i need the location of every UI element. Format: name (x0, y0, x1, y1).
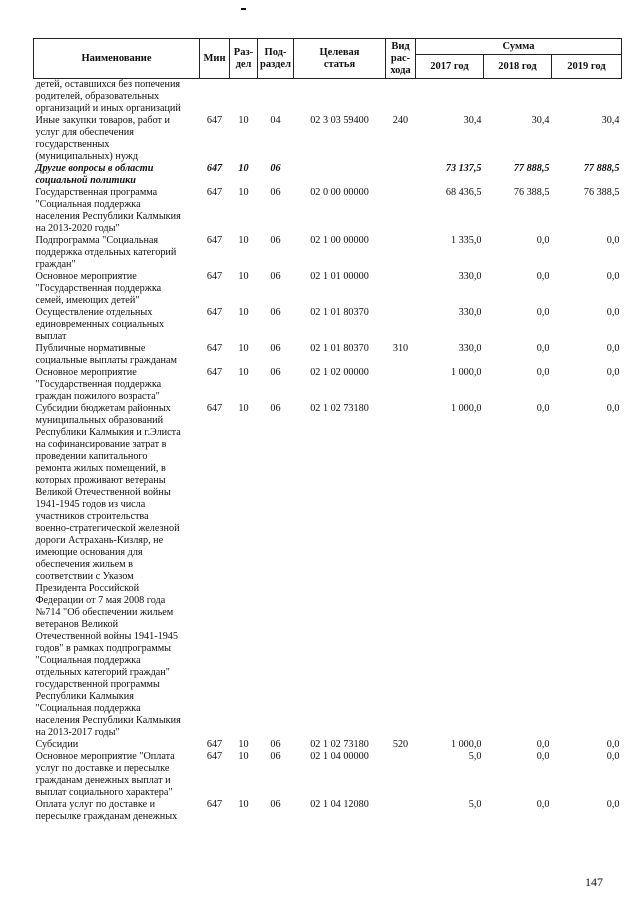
cell-min: 647 (206, 235, 223, 246)
table-row (34, 115, 622, 163)
cell-target: 02 1 02 73180 (310, 403, 369, 414)
cell-podrazdel: 06 (270, 163, 281, 174)
top-dash-mark (241, 8, 246, 10)
cell-target: 02 1 02 00000 (310, 367, 369, 378)
cell-y2019: 30,4 (601, 115, 620, 126)
cell-name: Субсидии (35, 739, 79, 750)
cell-vid (386, 163, 416, 187)
cell-vid: 310 (392, 343, 409, 354)
cell-razdel: 10 (238, 739, 249, 750)
cell-y2019: 0,0 (606, 343, 620, 354)
table-row (34, 799, 622, 823)
table-row (34, 163, 622, 187)
cell-razdel: 10 (238, 403, 249, 414)
header-name: Наименование (34, 39, 200, 79)
cell-podrazdel: 04 (270, 115, 281, 126)
cell-y2018: 0,0 (536, 739, 550, 750)
cell-vid: 520 (392, 739, 409, 750)
cell-name: Субсидии бюджетам районных муниципальных образований Республики Калмыкия и г.Элиста на софинансирование затрат в проведении капитального ремонта жилых помещений, в которых проживают ветераны Великой Отечественной войны 1941-1945 годов из числа участников строительства военно-стратегической железной дороги Астрахань-Кизляр, не имеющие основания для обеспечения жильем в соответствии с Указом Президента Российской Федерации от 7 мая 2008 года №714 "Об обеспечении жильем ветеранов Великой Отечественной войны 1941-1945 годов" в рамках подпрограммы "Социальная поддержка отдельных категорий граждан" государственной программы Республики Калмыкия "Социальная поддержка населения Республики Калмыкия на 2013-2017 годы" (35, 403, 181, 738)
cell-podrazdel: 06 (270, 751, 281, 762)
cell-y2018: 0,0 (536, 235, 550, 246)
cell-y2018: 0,0 (536, 307, 550, 318)
cell-min: 647 (206, 307, 223, 318)
cell-podrazdel: 06 (270, 367, 281, 378)
cell-razdel: 10 (238, 235, 249, 246)
page-number: 147 (585, 875, 603, 889)
cell-y2019: 77 888,5 (583, 163, 620, 174)
cell-target: 02 1 02 73180 (310, 739, 369, 750)
cell-name: Подпрограмма "Социальная поддержка отдельных категорий граждан" (35, 235, 177, 270)
table-row (34, 235, 622, 271)
cell-vid (386, 307, 416, 343)
table-row (34, 271, 622, 307)
cell-y2017: 5,0 (468, 751, 482, 762)
cell-name: Основное мероприятие "Государственная поддержка семей, имеющих детей" (35, 271, 162, 306)
table-row (34, 187, 622, 235)
cell-min: 647 (206, 751, 223, 762)
cell-y2019: 0,0 (606, 403, 620, 414)
cell-vid (386, 187, 416, 235)
cell-y2018: 76 388,5 (513, 187, 550, 198)
cell-name: Основное мероприятие "Оплата услуг по доставке и пересылке гражданам денежных выплат и выплат социального характера" (35, 751, 175, 798)
cell-vid (386, 403, 416, 739)
cell-vid (386, 79, 416, 116)
cell-vid (386, 367, 416, 403)
cell-target (294, 163, 386, 187)
cell-y2017: 1 000,0 (450, 367, 482, 378)
cell-name: Государственная программа "Социальная поддержка населения Республики Калмыкия на 2013-2020 годы" (35, 187, 181, 234)
cell-podrazdel: 06 (270, 403, 281, 414)
cell-target: 02 0 00 00000 (310, 187, 369, 198)
cell-min (200, 79, 230, 116)
cell-min: 647 (206, 271, 223, 282)
cell-y2017: 330,0 (458, 307, 482, 318)
table-row (34, 79, 622, 116)
cell-razdel (230, 79, 258, 116)
cell-name: Другие вопросы в области социальной политики (35, 163, 154, 186)
cell-target: 02 1 01 00000 (310, 271, 369, 282)
cell-target: 02 1 01 80370 (310, 343, 369, 354)
cell-y2017: 1 000,0 (450, 403, 482, 414)
cell-target: 02 1 00 00000 (310, 235, 369, 246)
cell-min: 647 (206, 163, 223, 174)
cell-vid (386, 799, 416, 823)
cell-target: 02 1 01 80370 (310, 307, 369, 318)
table-row (34, 307, 622, 343)
cell-y2018: 0,0 (536, 751, 550, 762)
cell-y2018: 30,4 (531, 115, 550, 126)
table-row (34, 343, 622, 367)
cell-target: 02 1 04 12080 (310, 799, 369, 810)
cell-y2019 (552, 79, 622, 116)
cell-min: 647 (206, 403, 223, 414)
cell-y2018: 0,0 (536, 799, 550, 810)
cell-razdel: 10 (238, 751, 249, 762)
header-podrazdel: Под- раздел (258, 39, 294, 79)
cell-y2017: 68 436,5 (445, 187, 482, 198)
cell-y2017: 1 335,0 (450, 235, 482, 246)
cell-y2019: 0,0 (606, 739, 620, 750)
cell-name: Основное мероприятие "Государственная поддержка граждан пожилого возраста" (35, 367, 162, 402)
header-2017: 2017 год (416, 55, 484, 79)
cell-podrazdel: 06 (270, 799, 281, 810)
cell-y2019: 0,0 (606, 799, 620, 810)
cell-y2018: 77 888,5 (513, 163, 550, 174)
cell-min: 647 (206, 799, 223, 810)
cell-target: 02 3 03 59400 (310, 115, 369, 126)
cell-podrazdel: 06 (270, 739, 281, 750)
cell-name: Осуществление отдельных единовременных социальных выплат (35, 307, 165, 342)
cell-y2019: 0,0 (606, 751, 620, 762)
cell-target (294, 79, 386, 116)
cell-y2019: 0,0 (606, 235, 620, 246)
header-razdel: Раз- дел (230, 39, 258, 79)
cell-min: 647 (206, 739, 223, 750)
cell-vid (386, 235, 416, 271)
cell-target: 02 1 04 00000 (310, 751, 369, 762)
cell-razdel: 10 (238, 367, 249, 378)
cell-razdel: 10 (238, 115, 249, 126)
cell-podrazdel: 06 (270, 343, 281, 354)
cell-name: Оплата услуг по доставке и пересылке гражданам денежных (35, 799, 178, 822)
budget-table (33, 38, 622, 823)
cell-podrazdel: 06 (270, 235, 281, 246)
cell-name: детей, оставшихся без попечения родителей, образовательных организаций и иных организаций (35, 79, 181, 114)
header-min: Мин (200, 39, 230, 79)
table-header (34, 39, 622, 79)
cell-y2019: 0,0 (606, 271, 620, 282)
cell-min: 647 (206, 367, 223, 378)
header-summa: Сумма (416, 39, 622, 55)
cell-vid: 240 (392, 115, 409, 126)
cell-razdel: 10 (238, 187, 249, 198)
header-2018: 2018 год (484, 55, 552, 79)
cell-y2018: 0,0 (536, 343, 550, 354)
cell-y2017: 1 000,0 (450, 739, 482, 750)
cell-razdel: 10 (238, 271, 249, 282)
cell-min: 647 (206, 343, 223, 354)
cell-y2017: 330,0 (458, 271, 482, 282)
cell-min: 647 (206, 187, 223, 198)
cell-podrazdel (258, 79, 294, 116)
header-2019: 2019 год (552, 55, 622, 79)
cell-name: Иные закупки товаров, работ и услуг для обеспечения государственных (муниципальных) нужд (35, 115, 170, 162)
cell-y2018: 0,0 (536, 367, 550, 378)
cell-name: Публичные нормативные социальные выплаты гражданам (35, 343, 177, 366)
table-row (34, 739, 622, 751)
cell-y2017: 73 137,5 (445, 163, 482, 174)
cell-y2019: 0,0 (606, 307, 620, 318)
cell-podrazdel: 06 (270, 271, 281, 282)
cell-y2019: 76 388,5 (583, 187, 620, 198)
table-row (34, 403, 622, 739)
cell-vid (386, 271, 416, 307)
cell-vid (386, 751, 416, 799)
cell-y2017: 330,0 (458, 343, 482, 354)
table-row (34, 367, 622, 403)
cell-podrazdel: 06 (270, 187, 281, 198)
cell-podrazdel: 06 (270, 307, 281, 318)
cell-y2018 (484, 79, 552, 116)
header-vid: Вид рас- хода (386, 39, 416, 79)
cell-y2017 (416, 79, 484, 116)
cell-y2018: 0,0 (536, 403, 550, 414)
cell-y2017: 30,4 (463, 115, 482, 126)
cell-y2018: 0,0 (536, 271, 550, 282)
cell-razdel: 10 (238, 343, 249, 354)
cell-razdel: 10 (238, 799, 249, 810)
cell-min: 647 (206, 115, 223, 126)
cell-razdel: 10 (238, 307, 249, 318)
header-target: Целевая статья (294, 39, 386, 79)
cell-razdel: 10 (238, 163, 249, 174)
cell-y2017: 5,0 (468, 799, 482, 810)
table-body (34, 79, 622, 824)
table-row (34, 751, 622, 799)
cell-y2019: 0,0 (606, 367, 620, 378)
